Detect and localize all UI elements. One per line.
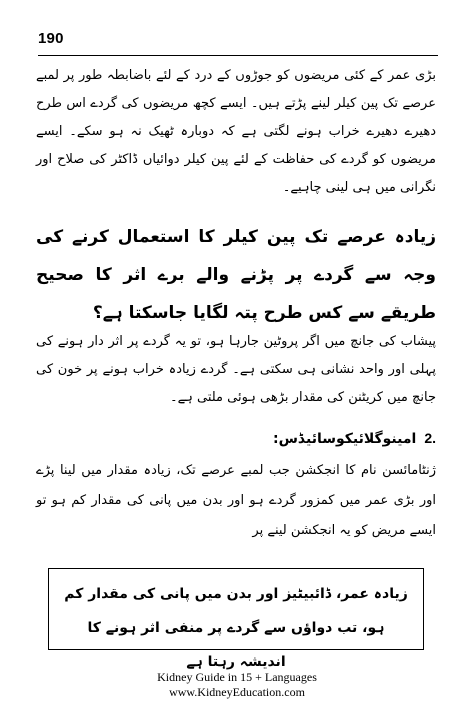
subheading-label: امینوگلائیکوسائیڈس:: [272, 431, 417, 447]
body-paragraph-pain-killer: بڑی عمر کے کئی مریضوں کو جوڑوں کے درد کے لئے باضابطہ طور پر لمبے عرصے تک پین کیلر لینے پڑتے ہیں۔ ایسے کچھ مریضوں کی گردے اس طرح دھیرے دھیرے خراب ہونے لگتی ہے کہ دوبارہ ٹھیک نہ ہو سکے۔ ایسے مریضوں کو گردے کی حفاظت کے لئے پین کیلر دوائیاں ڈاکٹر کی صلاح اور نگرانی میں ہی لینی چاہیے۔: [36, 68, 436, 195]
section-heading: زیادہ عرصے تک پین کیلر کا استعمال کرنے کی وجہ سے گردے پر پڑنے والے برے اثر کا صحیح طریقے سے کس طرح پتہ لگایا جاسکتا ہے؟: [36, 227, 436, 323]
callout-box: [48, 568, 424, 670]
header-rule: [38, 55, 438, 56]
subheading-aminoglycosides: [36, 424, 436, 453]
page-number: 190: [38, 30, 64, 47]
body-paragraph-urine-test: پیشاب کی جانچ میں اگر پروٹین جارہا ہو، تو یہ گردے پر اثر دار ہونے کی پہلی اور واحد نشانی ہی سکتی ہے۔ گردے زیادہ خراب ہونے پر خون کی جانچ میں کریٹنن کی مقدار بڑھی ہوئی ملتی ہے۔: [36, 334, 436, 405]
callout-text: زیادہ عمر، ڈائبیٹیز اور بدن میں پانی کی مقدار کم ہو، تب دواؤں سے گردے پر منفی اثر ہونے کا اندیشہ رہتا ہے: [64, 586, 408, 670]
body-paragraph-gentamicin: ژنٹامائسن نام کا انجکشن جب لمبے عرصے تک، زیادہ مقدار میں لینا پڑے اور بڑی عمر میں کمزور گردے ہو اور بدن میں پانی کی مقدار کم ہو تو ایسے مریض کو یہ انجکشن لینے پر: [36, 463, 436, 538]
subheading-number: 2.: [424, 430, 436, 446]
page-footer: [0, 670, 474, 700]
footer-website: www.KidneyEducation.com: [169, 685, 305, 699]
footer-book-title: Kidney Guide in 15 + Languages: [157, 670, 317, 684]
